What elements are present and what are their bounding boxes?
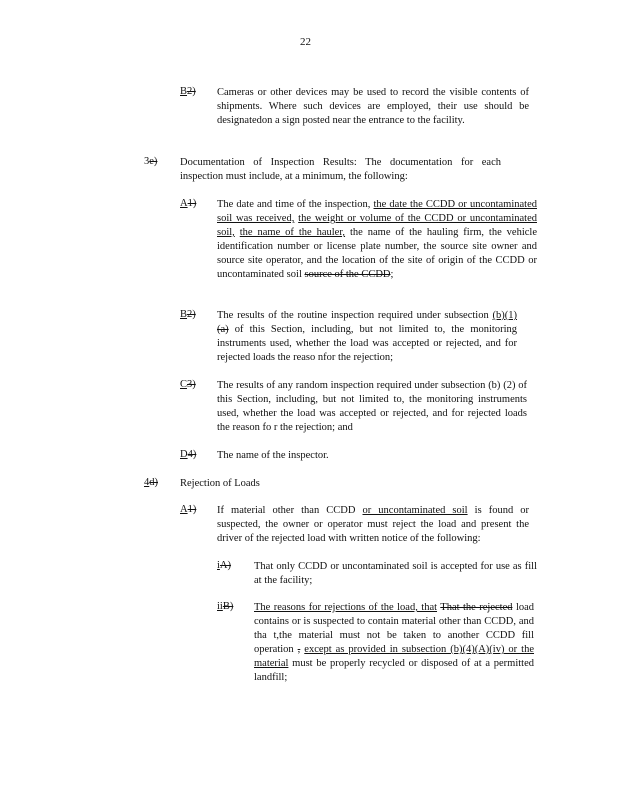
item-3d-text: The name of the inspector.	[217, 450, 329, 461]
item-3-number: 3e)	[144, 156, 158, 167]
item-4a-label: A1)	[180, 504, 197, 515]
item-4a-i-label: iA)	[217, 560, 232, 571]
item-4-title: Rejection of Loads	[180, 478, 260, 489]
item-3b-label: B2)	[180, 309, 196, 320]
page-number: 22	[300, 36, 311, 48]
item-3a-text: The date and time of the inspection, the date the CCDD or uncontaminated soil was received, the weight or volume of the CCDD or uncontaminated soil, the name of the hauler, the name of the hauling firm, the vehicle identification number or license plate number, the source site owner and source site operator, and the location of the site of origin of the CCDD or uncontaminated soil source of the CCDD;	[217, 199, 538, 280]
item-3a-label: A1)	[180, 198, 197, 209]
item-3c-label: C3)	[180, 379, 196, 390]
b2-top-label: B2)	[180, 86, 196, 97]
item-3c-text: The results of any random inspection required under subsection (b) (2) of this Section, including, but not limited to, the monitoring instruments used, whether the load was accepted or rejected, and for rejected loads the reason fo r the rejection; and	[217, 380, 527, 433]
item-3b-text: The results of the routine inspection required under subsection (b)(1) (a) of this Section, including, but not limited to, the monitoring instruments used, whether the load was accepted or rejected, and for rejected loads the reaso nfor the rejection;	[217, 310, 518, 363]
b2-top-text: Cameras or other devices may be used to record the visible contents of shipments. Where such devices are employed, their use should be designatedon a sign posted near the entrance to the facility.	[217, 87, 529, 126]
item-4a-i-text: That only CCDD or uncontaminated soil is accepted for use as fill at the facility;	[254, 561, 537, 586]
item-3-heading: Documentation of Inspection Results: The documentation for each inspection must include, at a minimum, the following:	[180, 157, 501, 182]
item-4a-ii-text: The reasons for rejections of the load, that That the rejected load contains or is suspected to contain material other than CCDD, and tha t,the material must not be taken to another CCDD fill operation , except as provided in subsection (b)(4)(A)(iv) or the material must be properly recycled or disposed of at a permitted landfill;	[254, 602, 535, 683]
item-4a-ii-label: iiB)	[217, 601, 234, 612]
item-3d-label: D4)	[180, 449, 197, 460]
item-4a-text: If material other than CCDD or uncontaminated soil is found or suspected, the owner or operator must reject the load and present the driver of the rejected load with written notice of the following:	[217, 505, 530, 544]
item-4-number: 4d)	[144, 477, 158, 488]
